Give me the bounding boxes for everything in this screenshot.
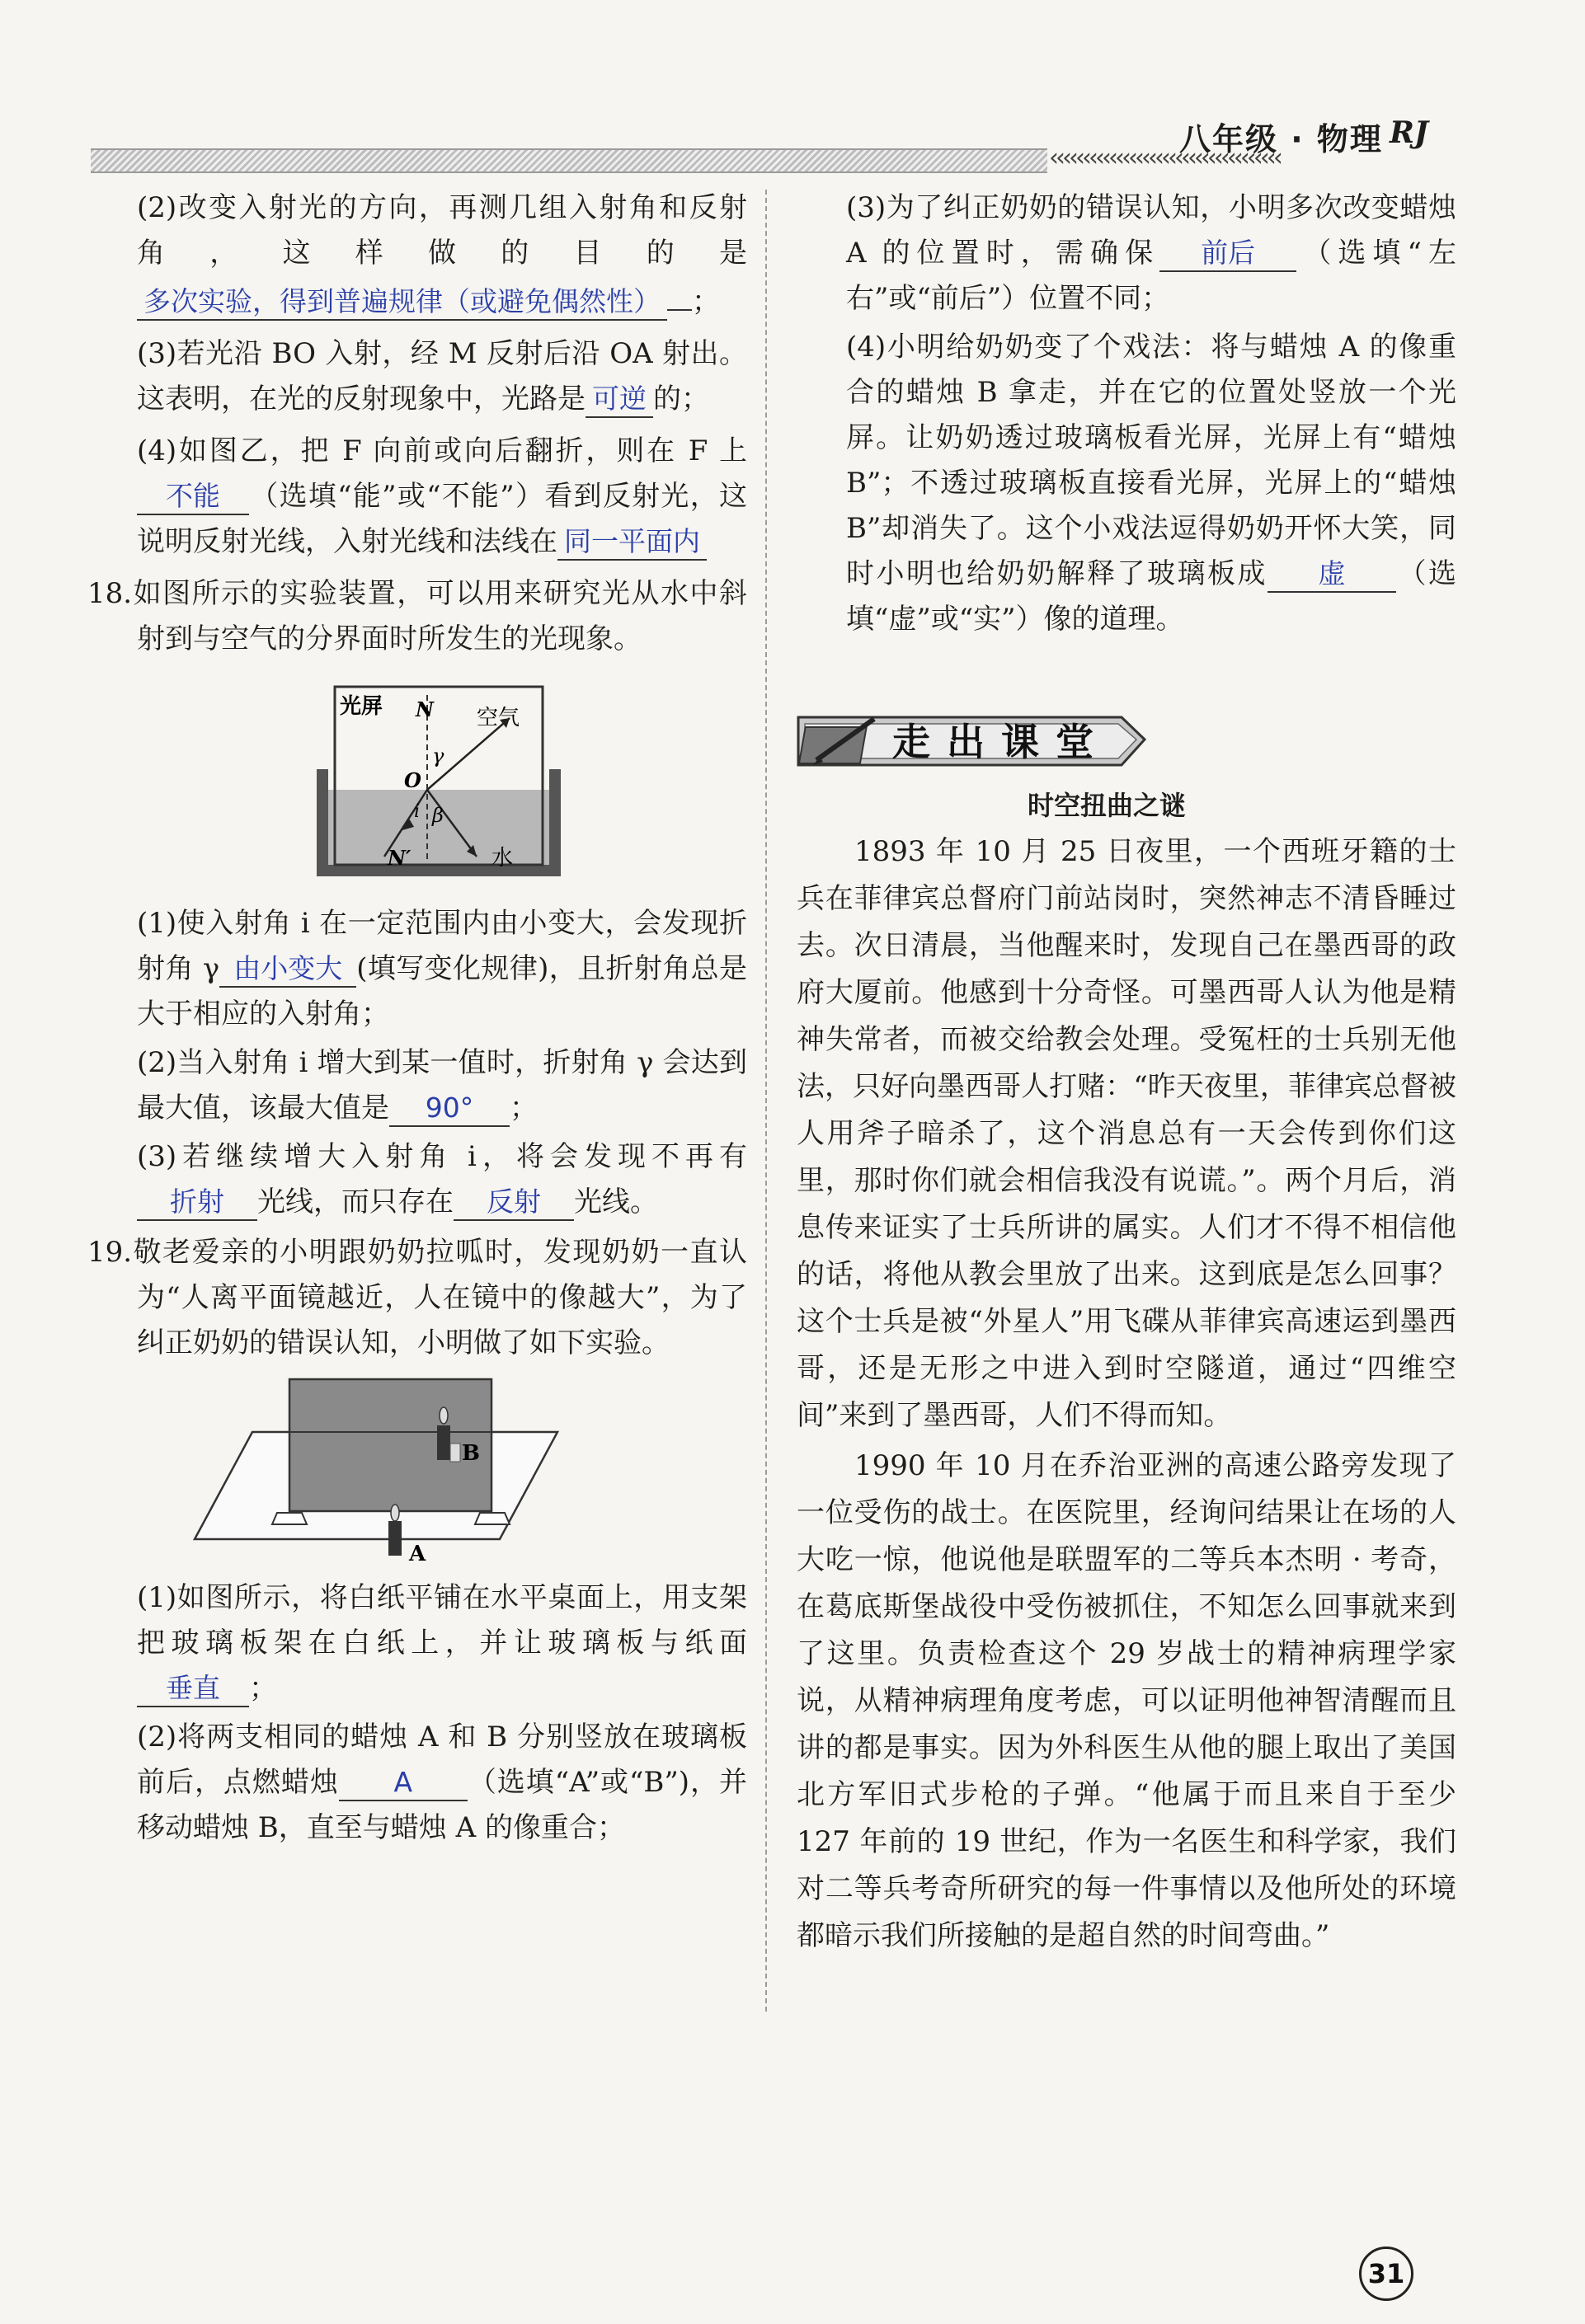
- mirror-diagram: [137, 1374, 747, 1572]
- answer-q19-1[interactable]: 垂直: [137, 1671, 249, 1707]
- refraction-figure: [137, 670, 747, 893]
- label-n: N: [416, 697, 434, 721]
- label-o: O: [404, 768, 421, 792]
- support-right: [475, 1513, 510, 1524]
- header-stripe: [91, 148, 1047, 173]
- q19-part4: (4)小明给奶奶变了个戏法：将与蜡烛 A 的像重合的蜡烛 B 拿走，并在它的位置处竖放一个光屏。让奶奶透过玻璃板看光屏，光屏上有“蜡烛 B”；不透过玻璃板直接看光屏，光屏上的“蜡烛 B”却消失了。这个小戏法逗得奶奶开怀大笑，同时小明也给奶奶解释了玻璃板成 虚 （选填“虚”或“实”）像的道理。: [846, 331, 1456, 636]
- label-gamma: γ: [432, 744, 444, 768]
- tank-bottom: [317, 865, 561, 876]
- answer-q19-3[interactable]: 前后: [1159, 236, 1296, 272]
- label-i: i: [414, 801, 421, 822]
- label-screen: 光屏: [340, 694, 383, 719]
- banner-title: 走出课堂: [892, 720, 1110, 764]
- header-chevrons: ‹‹‹‹‹‹‹‹‹‹‹‹‹‹‹‹‹‹‹‹‹‹‹‹‹‹‹‹‹‹‹‹‹‹‹: [1049, 143, 1280, 172]
- label-air: 空气: [477, 706, 520, 730]
- label-b: B: [462, 1441, 480, 1466]
- story-paragraph-1: 1893 年 10 月 25 日夜里，一个西班牙籍的士兵在菲律宾总督府门前站岗时，突然神志不清昏睡过去。次日清晨，当他醒来时，发现自己在墨西哥的政府大厦前。他感到十分奇怪。可墨西哥人认为他是精神失常者，而被交给教会处理。受冤枉的士兵别无他法，只好向墨西哥人打赌：“昨天夜里，菲律宾总督被人用斧子暗杀了，这个消息总有一天会传到你们这里，那时你们就会相信我没有说谎。”。两个月后，消息传来证实了士兵所讲的属实。人们才不得不相信他的话，将他从教会里放了出来。这到底是怎么回事？这个士兵是被“外星人”用飞碟从菲律宾高速运到墨西哥，还是无形之中进入到时空隧道，通过“四维空间”来到了墨西哥，人们不得而知。: [797, 835, 1456, 1432]
- q19-number: 19.: [87, 1236, 133, 1269]
- answer-q19-2[interactable]: A: [339, 1765, 468, 1801]
- mirror-figure: [137, 1374, 747, 1572]
- q18-part3: (3)若继续增大入射角 i，将会发现不再有折射 光线，而只存在 反射 光线。: [137, 1134, 747, 1225]
- answer-q19-4[interactable]: 虚: [1268, 556, 1396, 593]
- q17-part2: (2)改变入射光的方向，再测几组入射角和反射角，这样做的目的是多次实验，得到普遍规律（或避免偶然性） ；: [137, 185, 747, 325]
- q17-part3: (3)若光沿 BO 入射，经 M 反射后沿 OA 射出。这表明，在光的反射现象中，光路是 可逆 的；: [137, 331, 747, 422]
- tank-left-wall: [317, 769, 328, 868]
- q18-part2: (2)当入射角 i 增大到某一值时，折射角 γ 会达到最大值，该最大值是 90° ；: [137, 1040, 747, 1131]
- answer-q17-4a[interactable]: 不能: [137, 479, 249, 515]
- q19-stem: 19.敬老爱亲的小明跟奶奶拉呱时，发现奶奶一直认为“人离平面镜越近，人在镜中的像越大”，为了纠正奶奶的错误认知，小明做了如下实验。: [87, 1236, 747, 1359]
- column-divider: [765, 190, 767, 2012]
- story-paragraph-2: 1990 年 10 月在乔治亚洲的高速公路旁发现了一位受伤的战士。在医院里，经询问结果让在场的人大吃一惊，他说他是联盟军的二等兵本杰明 · 考奇，在葛底斯堡战役中受伤被抓住，不知怎么回事就来到了这里。负责检查这个 29 岁战士的精神病理学家说，从精神病理角度考虑，可以证明他神智清醒而且讲的都是事实。因为外科医生从他的腿上取出了美国北方军旧式步枪的子弹。“他属于而且来自于至少 127 年前的 19 世纪，作为一名医生和科学家，我们对二等兵考奇所研究的每一件事情以及他所处的环境都暗示我们所接触的是超自然的时间弯曲。”: [797, 1449, 1456, 1952]
- label-a: A: [409, 1542, 426, 1566]
- answer-q18-1[interactable]: 由小变大: [219, 951, 356, 988]
- page-number: 31: [1359, 2247, 1413, 2301]
- q18-part1: (1)使入射角 i 在一定范围内由小变大，会发现折射角 γ 由小变大 (填写变化规律)，且折射角总是大于相应的入射角；: [137, 907, 747, 1031]
- q18-number: 18.: [87, 577, 133, 610]
- right-column: [846, 185, 1456, 642]
- label-n-prime: N′: [388, 846, 412, 870]
- answer-q18-2[interactable]: 90°: [389, 1091, 510, 1127]
- q18-stem: 18.如图所示的实验装置，可以用来研究光从水中斜射到与空气的分界面时所发生的光现象。: [87, 577, 747, 655]
- answer-q17-2[interactable]: 多次实验，得到普遍规律（或避免偶然性）: [137, 284, 667, 321]
- water-region: [328, 790, 549, 865]
- support-left: [272, 1513, 307, 1524]
- tank-right-wall: [549, 769, 561, 868]
- refraction-diagram: [137, 670, 747, 893]
- header-edition: RJ: [1390, 115, 1428, 150]
- story-title: 时空扭曲之谜: [1028, 790, 1187, 821]
- label-beta: β: [432, 804, 444, 827]
- left-column: [87, 185, 747, 1851]
- story-body: [797, 829, 1456, 1960]
- label-water: 水: [491, 846, 514, 871]
- q19-part2: (2)将两支相同的蜡烛 A 和 B 分别竖放在玻璃板前后，点燃蜡烛 A （选填“A”或“B”)，并移动蜡烛 B，直至与蜡烛 A 的像重合；: [137, 1721, 747, 1844]
- answer-q18-3a[interactable]: 折射: [137, 1185, 257, 1221]
- candle-b: [437, 1425, 450, 1460]
- candle-a: [388, 1521, 402, 1556]
- q17-part4: (4)如图乙，把 F 向前或向后翻折，则在 F 上不能 （选填“能”或“不能”）看到反射光，这说明反射光线，入射光线和法线在 同一平面内: [137, 429, 747, 565]
- section-banner: [792, 702, 1155, 777]
- q19-part3: (3)为了纠正奶奶的错误认知，小明多次改变蜡烛 A 的位置时，需确保 前后 （选填“左右”或“前后”）位置不同；: [846, 191, 1456, 315]
- q19-part1: (1)如图所示，将白纸平铺在水平桌面上，用支架把玻璃板架在白纸上，并让玻璃板与纸面垂直 ；: [137, 1575, 747, 1711]
- header-title: 八年级 · 物理: [1179, 121, 1383, 157]
- answer-q17-3[interactable]: 可逆: [586, 382, 653, 418]
- answer-q18-3b[interactable]: 反射: [454, 1185, 574, 1221]
- answer-q17-4b[interactable]: 同一平面内: [557, 524, 707, 561]
